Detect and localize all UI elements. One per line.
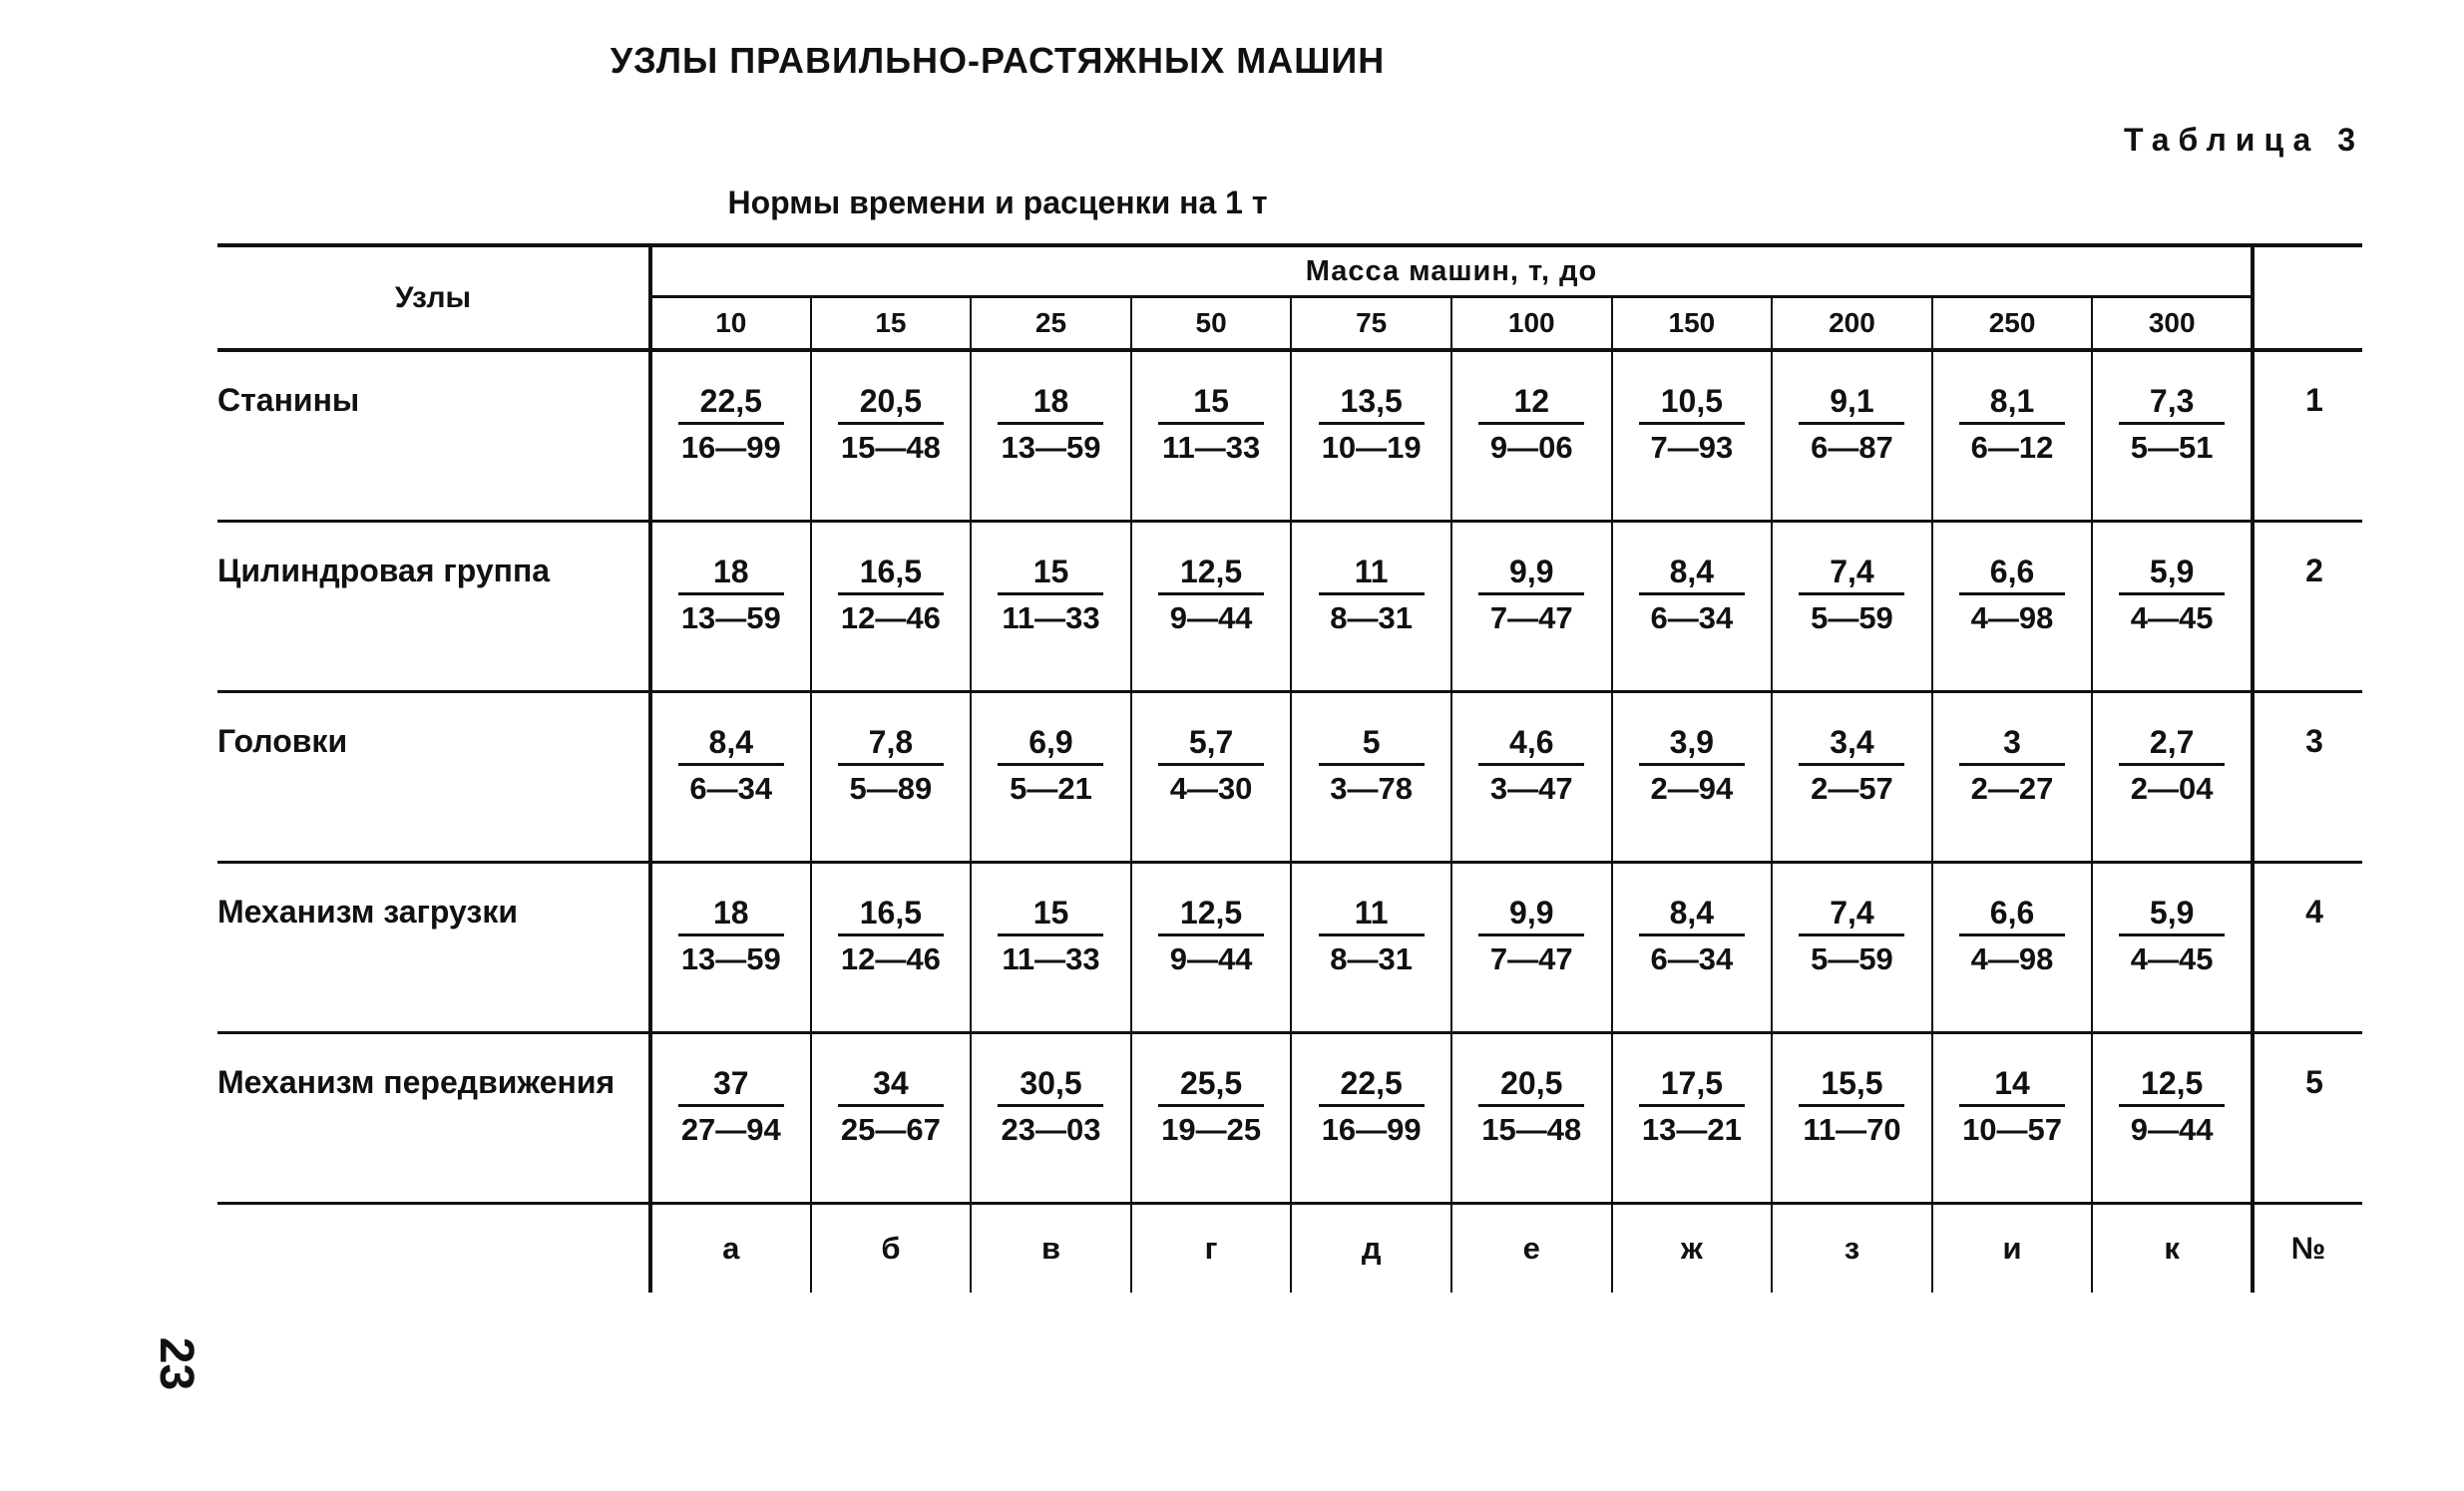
norm-cell xyxy=(650,863,811,1033)
time-norm-value: 3 xyxy=(1959,723,2065,766)
price-rate-value: 7—47 xyxy=(1489,941,1573,976)
time-norm-value: 3,9 xyxy=(1639,723,1745,766)
price-rate-value: 5—59 xyxy=(1811,600,1893,635)
price-rate-value: 4—98 xyxy=(1970,941,2054,976)
price-rate-value: 8—31 xyxy=(1330,941,1414,976)
row-number xyxy=(2253,350,2362,522)
time-norm-value: 3,4 xyxy=(1799,723,1904,766)
time-norm-value: 9,9 xyxy=(1478,553,1584,595)
price-rate-value: 6—87 xyxy=(1811,430,1893,465)
norm-cell xyxy=(1291,1033,1451,1204)
norm-cell xyxy=(1612,692,1773,863)
norm-cell xyxy=(1612,863,1773,1033)
norm-cell xyxy=(1932,1033,2093,1204)
row-number-value: 5 xyxy=(2305,1064,2323,1100)
norm-cell xyxy=(1932,522,2093,692)
table-row xyxy=(217,522,2362,692)
norm-cell xyxy=(1451,522,1612,692)
column-letter: в xyxy=(971,1204,1131,1294)
mass-column-header: 75 xyxy=(1291,297,1451,351)
norm-cell xyxy=(2092,522,2253,692)
price-rate-value: 9—44 xyxy=(1169,600,1253,635)
time-norm-value: 2,7 xyxy=(2119,723,2225,766)
norm-cell xyxy=(1291,863,1451,1033)
time-norm-value: 12,5 xyxy=(1158,894,1264,936)
time-rate-fraction xyxy=(678,723,784,808)
price-rate-value: 5—59 xyxy=(1811,941,1893,976)
row-number-value: 4 xyxy=(2305,894,2323,930)
table-row xyxy=(217,350,2362,522)
price-rate-value: 11—33 xyxy=(1161,430,1261,465)
price-rate-value: 13—21 xyxy=(1641,1112,1742,1147)
time-norm-value: 37 xyxy=(678,1064,784,1107)
price-rate-value: 10—57 xyxy=(1962,1112,2063,1147)
norm-cell xyxy=(1451,692,1612,863)
time-norm-value: 5 xyxy=(1319,723,1425,766)
time-rate-fraction xyxy=(1158,723,1264,808)
price-rate-value: 9—44 xyxy=(1169,941,1253,976)
price-rate-value: 13—59 xyxy=(680,600,781,635)
norm-cell xyxy=(971,863,1131,1033)
norm-cell xyxy=(2092,692,2253,863)
row-node-name: Механизм передвижения xyxy=(217,1033,650,1204)
table-number-label: Таблица 3 xyxy=(2123,122,2364,158)
time-norm-value: 6,6 xyxy=(1959,553,2065,595)
price-rate-value: 25—67 xyxy=(840,1112,941,1147)
time-norm-value: 8,4 xyxy=(1639,553,1745,595)
time-norm-value: 7,8 xyxy=(838,723,944,766)
time-rate-fraction xyxy=(998,382,1103,467)
price-rate-value: 4—45 xyxy=(2130,600,2214,635)
time-rate-fraction xyxy=(1799,894,1904,978)
row-number xyxy=(2253,522,2362,692)
time-norm-value: 16,5 xyxy=(838,894,944,936)
time-rate-fraction xyxy=(1799,382,1904,467)
price-rate-value: 13—59 xyxy=(680,941,781,976)
norm-cell xyxy=(811,522,972,692)
time-rate-fraction xyxy=(1639,553,1745,637)
norm-cell xyxy=(1772,522,1932,692)
row-number xyxy=(2253,863,2362,1033)
norm-cell xyxy=(1451,1033,1612,1204)
norm-cell xyxy=(1451,350,1612,522)
time-norm-value: 5,9 xyxy=(2119,553,2225,595)
row-number xyxy=(2253,1033,2362,1204)
norm-cell xyxy=(1131,522,1292,692)
price-rate-value: 4—45 xyxy=(2130,941,2214,976)
norm-cell xyxy=(1612,1033,1773,1204)
norm-cell xyxy=(1772,1033,1932,1204)
row-number xyxy=(2253,692,2362,863)
norm-cell xyxy=(1932,350,2093,522)
norm-cell xyxy=(1612,350,1773,522)
price-rate-value: 11—33 xyxy=(1002,941,1100,976)
time-rate-fraction xyxy=(1158,894,1264,978)
mass-column-header: 25 xyxy=(971,297,1131,351)
norm-cell xyxy=(1772,350,1932,522)
time-rate-fraction xyxy=(1158,382,1264,467)
time-norm-value: 8,4 xyxy=(678,723,784,766)
time-norm-value: 7,3 xyxy=(2119,382,2225,425)
price-rate-value: 11—33 xyxy=(1002,600,1100,635)
nodes-column-header: Узлы xyxy=(217,245,650,350)
time-rate-fraction xyxy=(1478,894,1584,978)
column-letter: и xyxy=(1932,1204,2093,1294)
price-rate-value: 5—89 xyxy=(849,771,933,806)
time-rate-fraction xyxy=(1959,723,2065,808)
time-rate-fraction xyxy=(998,894,1103,978)
time-rate-fraction xyxy=(1319,723,1425,808)
price-rate-value: 6—34 xyxy=(1650,600,1734,635)
norm-cell xyxy=(811,863,972,1033)
column-letter: к xyxy=(2092,1204,2253,1294)
time-norm-value: 12,5 xyxy=(1158,553,1264,595)
time-rate-fraction xyxy=(1158,1064,1264,1149)
price-rate-value: 23—03 xyxy=(1001,1112,1101,1147)
time-rate-fraction xyxy=(1478,1064,1584,1149)
time-norm-value: 14 xyxy=(1959,1064,2065,1107)
time-rate-fraction xyxy=(838,723,944,808)
price-rate-value: 6—12 xyxy=(1970,430,2054,465)
time-rate-fraction xyxy=(1478,382,1584,467)
price-rate-value: 12—46 xyxy=(840,941,941,976)
row-node-name: Головки xyxy=(217,692,650,863)
row-number-value: 3 xyxy=(2305,723,2323,759)
time-rate-fraction xyxy=(1639,723,1745,808)
norm-cell xyxy=(1932,692,2093,863)
time-rate-fraction xyxy=(1959,1064,2065,1149)
price-rate-value: 5—21 xyxy=(1010,771,1092,806)
column-letter: б xyxy=(811,1204,972,1294)
price-rate-value: 16—99 xyxy=(1321,1112,1422,1147)
time-norm-value: 9,9 xyxy=(1478,894,1584,936)
norm-cell xyxy=(811,692,972,863)
time-rate-fraction xyxy=(2119,382,2225,467)
column-letter: е xyxy=(1451,1204,1612,1294)
price-rate-value: 4—98 xyxy=(1970,600,2054,635)
time-norm-value: 8,4 xyxy=(1639,894,1745,936)
time-rate-fraction xyxy=(1959,382,2065,467)
norm-cell xyxy=(1131,1033,1292,1204)
time-norm-value: 25,5 xyxy=(1158,1064,1264,1107)
norm-cell xyxy=(1131,350,1292,522)
norm-cell xyxy=(971,692,1131,863)
row-node-name: Станины xyxy=(217,350,650,522)
time-norm-value: 7,4 xyxy=(1799,553,1904,595)
time-rate-fraction xyxy=(838,894,944,978)
price-rate-value: 7—47 xyxy=(1489,600,1573,635)
time-rate-fraction xyxy=(1639,1064,1745,1149)
page-heading: УЗЛЫ ПРАВИЛЬНО-РАСТЯЖНЫХ МАШИН xyxy=(610,40,1386,81)
time-rate-fraction xyxy=(838,553,944,637)
time-rate-fraction xyxy=(1319,894,1425,978)
norm-cell xyxy=(650,1033,811,1204)
time-rate-fraction xyxy=(2119,1064,2225,1149)
price-rate-value: 6—34 xyxy=(689,771,773,806)
row-number-value: 1 xyxy=(2305,382,2323,418)
norm-cell xyxy=(2092,863,2253,1033)
norm-cell xyxy=(2092,1033,2253,1204)
price-rate-value: 7—93 xyxy=(1650,430,1734,465)
time-norm-value: 18 xyxy=(678,894,784,936)
mass-column-header: 10 xyxy=(650,297,811,351)
page-number: 23 xyxy=(150,1336,204,1391)
row-number-value: 2 xyxy=(2305,553,2323,588)
norm-cell xyxy=(650,522,811,692)
time-rate-fraction xyxy=(2119,894,2225,978)
row-node-name: Механизм загрузки xyxy=(217,863,650,1033)
price-rate-value: 19—25 xyxy=(1161,1112,1262,1147)
time-norm-value: 12,5 xyxy=(2119,1064,2225,1107)
column-letters-row xyxy=(217,1204,2362,1294)
mass-column-header: 300 xyxy=(2092,297,2253,351)
time-norm-value: 15,5 xyxy=(1799,1064,1904,1107)
norm-cell xyxy=(1291,350,1451,522)
mass-column-header: 50 xyxy=(1131,297,1292,351)
mass-column-header: 100 xyxy=(1451,297,1612,351)
price-rate-value: 2—04 xyxy=(2130,771,2214,806)
price-rate-value: 2—27 xyxy=(1970,771,2054,806)
time-rate-fraction xyxy=(1319,382,1425,467)
time-norm-value: 11 xyxy=(1319,894,1425,936)
column-letter: а xyxy=(650,1204,811,1294)
time-rate-fraction xyxy=(838,1064,944,1149)
time-norm-value: 7,4 xyxy=(1799,894,1904,936)
time-norm-value: 15 xyxy=(998,894,1103,936)
price-rate-value: 2—94 xyxy=(1650,771,1734,806)
time-norm-value: 18 xyxy=(998,382,1103,425)
norm-cell xyxy=(650,692,811,863)
time-norm-value: 6,6 xyxy=(1959,894,2065,936)
table-row xyxy=(217,863,2362,1033)
mass-column-header: 150 xyxy=(1612,297,1773,351)
time-norm-value: 18 xyxy=(678,553,784,595)
price-rate-value: 10—19 xyxy=(1321,430,1422,465)
time-rate-fraction xyxy=(2119,553,2225,637)
time-norm-value: 5,9 xyxy=(2119,894,2225,936)
price-rate-value: 4—30 xyxy=(1169,771,1253,806)
norm-cell xyxy=(1291,692,1451,863)
letters-row-blank xyxy=(217,1204,650,1294)
time-rate-fraction xyxy=(998,723,1103,808)
time-norm-value: 11 xyxy=(1319,553,1425,595)
column-letter: ж xyxy=(1612,1204,1773,1294)
time-rate-fraction xyxy=(1799,723,1904,808)
table-row xyxy=(217,692,2362,863)
price-rate-value: 11—70 xyxy=(1803,1112,1901,1147)
norm-cell xyxy=(1772,692,1932,863)
time-rate-fraction xyxy=(1639,382,1745,467)
time-rate-fraction xyxy=(678,894,784,978)
price-rate-value: 27—94 xyxy=(680,1112,781,1147)
time-rate-fraction xyxy=(1319,1064,1425,1149)
price-rate-value: 5—51 xyxy=(2130,430,2214,465)
time-rate-fraction xyxy=(1319,553,1425,637)
time-norm-value: 16,5 xyxy=(838,553,944,595)
price-rate-value: 3—47 xyxy=(1489,771,1573,806)
time-norm-value: 12 xyxy=(1478,382,1584,425)
price-rate-value: 9—06 xyxy=(1489,430,1573,465)
time-norm-value: 20,5 xyxy=(1478,1064,1584,1107)
time-rate-fraction xyxy=(1639,894,1745,978)
price-rate-value: 12—46 xyxy=(840,600,941,635)
time-rate-fraction xyxy=(1959,553,2065,637)
norm-cell xyxy=(971,350,1131,522)
time-norm-value: 5,7 xyxy=(1158,723,1264,766)
time-norm-value: 9,1 xyxy=(1799,382,1904,425)
norm-cell xyxy=(1772,863,1932,1033)
time-rate-fraction xyxy=(678,382,784,467)
column-letter: г xyxy=(1131,1204,1292,1294)
price-rate-value: 13—59 xyxy=(1001,430,1101,465)
time-norm-value: 15 xyxy=(1158,382,1264,425)
column-letter: з xyxy=(1772,1204,1932,1294)
time-rate-fraction xyxy=(1478,553,1584,637)
time-rate-fraction xyxy=(2119,723,2225,808)
time-norm-value: 10,5 xyxy=(1639,382,1745,425)
price-rate-value: 9—44 xyxy=(2130,1112,2214,1147)
mass-column-header: 250 xyxy=(1932,297,2093,351)
price-rate-value: 8—31 xyxy=(1330,600,1414,635)
column-letter: д xyxy=(1291,1204,1451,1294)
norm-cell xyxy=(1932,863,2093,1033)
table-caption: Нормы времени и расценки на 1 т xyxy=(727,185,1268,220)
time-rate-fraction xyxy=(998,1064,1103,1149)
time-norm-value: 20,5 xyxy=(838,382,944,425)
norm-cell xyxy=(1451,863,1612,1033)
norms-table xyxy=(217,243,2362,1293)
time-rate-fraction xyxy=(678,553,784,637)
norm-cell xyxy=(811,1033,972,1204)
norm-cell xyxy=(1131,863,1292,1033)
time-norm-value: 30,5 xyxy=(998,1064,1103,1107)
row-node-name: Цилиндровая группа xyxy=(217,522,650,692)
time-rate-fraction xyxy=(1799,1064,1904,1149)
table-row xyxy=(217,1033,2362,1204)
mass-column-header: 15 xyxy=(811,297,972,351)
time-rate-fraction xyxy=(838,382,944,467)
price-rate-value: 3—78 xyxy=(1330,771,1414,806)
time-norm-value: 13,5 xyxy=(1319,382,1425,425)
number-sign-label: № xyxy=(2253,1204,2362,1294)
time-norm-value: 15 xyxy=(998,553,1103,595)
price-rate-value: 15—48 xyxy=(1481,1112,1582,1147)
time-norm-value: 8,1 xyxy=(1959,382,2065,425)
mass-group-header: Масса машин, т, до xyxy=(650,245,2253,297)
price-rate-value: 16—99 xyxy=(680,430,781,465)
norm-cell xyxy=(971,522,1131,692)
time-rate-fraction xyxy=(998,553,1103,637)
norm-cell xyxy=(1131,692,1292,863)
number-column-header xyxy=(2253,245,2362,350)
norm-cell xyxy=(1291,522,1451,692)
time-norm-value: 34 xyxy=(838,1064,944,1107)
norm-cell xyxy=(650,350,811,522)
time-rate-fraction xyxy=(1478,723,1584,808)
norm-cell xyxy=(971,1033,1131,1204)
time-norm-value: 22,5 xyxy=(1319,1064,1425,1107)
time-rate-fraction xyxy=(1959,894,2065,978)
norm-cell xyxy=(1612,522,1773,692)
time-rate-fraction xyxy=(678,1064,784,1149)
mass-column-header: 200 xyxy=(1772,297,1932,351)
time-norm-value: 6,9 xyxy=(998,723,1103,766)
norm-cell xyxy=(811,350,972,522)
time-rate-fraction xyxy=(1799,553,1904,637)
time-norm-value: 4,6 xyxy=(1478,723,1584,766)
price-rate-value: 6—34 xyxy=(1650,941,1734,976)
price-rate-value: 2—57 xyxy=(1811,771,1893,806)
norm-cell xyxy=(2092,350,2253,522)
price-rate-value: 15—48 xyxy=(840,430,941,465)
time-rate-fraction xyxy=(1158,553,1264,637)
time-norm-value: 22,5 xyxy=(678,382,784,425)
time-norm-value: 17,5 xyxy=(1639,1064,1745,1107)
